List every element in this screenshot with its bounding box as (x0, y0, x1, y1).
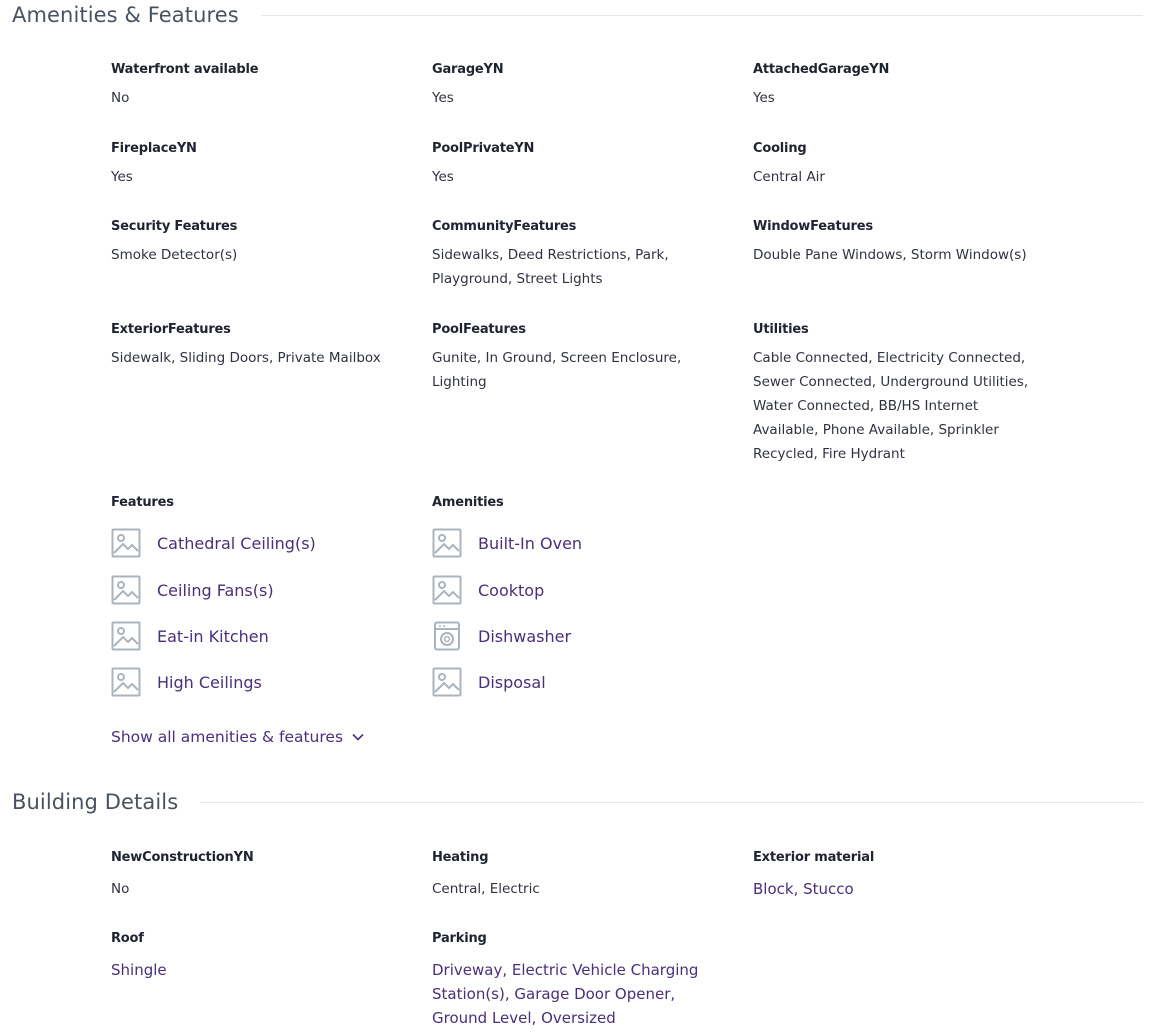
feature-item[interactable] (111, 667, 262, 697)
feature-text: Ceiling Fans(s) (157, 580, 274, 600)
field-attached-garage (753, 61, 1053, 110)
field-label: NewConstructionYN (111, 850, 254, 865)
amenity-item[interactable] (432, 621, 571, 651)
field-heating (432, 849, 732, 901)
field-waterfront (111, 61, 411, 110)
feature-item[interactable] (111, 575, 274, 605)
field-value: Yes (432, 90, 454, 106)
amenity-text: Disposal (478, 672, 546, 692)
features-label: Features (111, 495, 174, 510)
section-divider (261, 15, 1143, 16)
feature-text: Eat-in Kitchen (157, 626, 269, 646)
field-label: Exterior material (753, 850, 875, 865)
field-garage (432, 61, 732, 110)
image-placeholder-icon (432, 667, 462, 697)
field-fireplace (111, 140, 411, 189)
field-label: Security Features (111, 219, 238, 234)
field-label: Heating (432, 850, 489, 865)
field-value: Yes (111, 169, 133, 185)
field-label: GarageYN (432, 62, 504, 77)
field-value-link[interactable]: Driveway, Electric Vehicle Charging Station(s), Garage Door Opener, Ground Level, Oversized (432, 961, 699, 1027)
show-all-label: Show all amenities & features (111, 728, 344, 746)
feature-text: Cathedral Ceiling(s) (157, 533, 316, 553)
section-title-amenities: Amenities & Features (12, 3, 239, 27)
feature-text: High Ceilings (157, 672, 262, 692)
field-label: Parking (432, 931, 487, 946)
field-exterior-material (753, 849, 1053, 901)
field-value: Sidewalks, Deed Restrictions, Park, Playground, Street Lights (432, 247, 669, 287)
field-value-link[interactable]: Shingle (111, 961, 167, 979)
amenity-text: Built-In Oven (478, 533, 583, 553)
amenity-item[interactable] (432, 528, 582, 558)
field-label: Cooling (753, 141, 807, 156)
field-utilities (753, 321, 1043, 466)
section-divider (200, 802, 1143, 803)
field-value: Yes (753, 90, 775, 106)
field-value: Double Pane Windows, Storm Window(s) (753, 247, 1027, 263)
field-value: Central Air (753, 169, 825, 185)
image-placeholder-icon (111, 575, 141, 605)
field-parking (432, 930, 722, 1030)
field-roof (111, 930, 411, 982)
image-placeholder-icon (111, 621, 141, 651)
image-placeholder-icon (111, 667, 141, 697)
feature-item[interactable] (111, 528, 316, 558)
field-new-construction (111, 849, 411, 901)
field-value: No (111, 90, 130, 106)
amenity-item[interactable] (432, 667, 546, 697)
field-cooling (753, 140, 1053, 189)
field-label: ExteriorFeatures (111, 322, 231, 337)
field-window-features (753, 218, 1053, 267)
amenities-label: Amenities (432, 495, 504, 510)
field-pool-features (432, 321, 712, 394)
field-label: PoolPrivateYN (432, 141, 535, 156)
field-label: AttachedGarageYN (753, 62, 890, 77)
field-label: Waterfront available (111, 62, 259, 77)
field-label: FireplaceYN (111, 141, 197, 156)
field-value: No (111, 881, 130, 897)
field-label: PoolFeatures (432, 322, 526, 337)
field-community-features (432, 218, 717, 291)
amenities-section-header (12, 3, 1143, 27)
image-placeholder-icon (111, 528, 141, 558)
field-value: Smoke Detector(s) (111, 247, 238, 263)
field-value: Sidewalk, Sliding Doors, Private Mailbox (111, 350, 381, 366)
field-pool-private (432, 140, 732, 189)
field-value: Gunite, In Ground, Screen Enclosure, Lighting (432, 350, 682, 390)
amenity-item[interactable] (432, 575, 544, 605)
field-security-features (111, 218, 411, 267)
building-section-header (12, 790, 1143, 814)
amenity-text: Cooktop (478, 580, 545, 600)
image-placeholder-icon (432, 528, 462, 558)
field-exterior-features (111, 321, 421, 370)
field-value: Central, Electric (432, 881, 540, 897)
chevron-down-icon (351, 730, 365, 744)
feature-item[interactable] (111, 621, 269, 651)
dishwasher-icon (432, 621, 462, 651)
amenities-group (432, 494, 732, 511)
field-label: CommunityFeatures (432, 219, 577, 234)
features-group (111, 494, 411, 511)
image-placeholder-icon (432, 575, 462, 605)
section-title-building: Building Details (12, 790, 179, 814)
field-value-link[interactable]: Block, Stucco (753, 880, 854, 898)
field-value: Cable Connected, Electricity Connected, Sewer Connected, Underground Utilities, Water Connected, BB/HS Internet Available, Phone Available, Sprinkler Recycled, Fire Hydrant (753, 350, 1029, 462)
field-label: Roof (111, 931, 144, 946)
show-all-amenities-link[interactable] (111, 728, 365, 746)
amenity-text: Dishwasher (478, 626, 572, 646)
field-label: WindowFeatures (753, 219, 873, 234)
field-value: Yes (432, 169, 454, 185)
field-label: Utilities (753, 322, 809, 337)
